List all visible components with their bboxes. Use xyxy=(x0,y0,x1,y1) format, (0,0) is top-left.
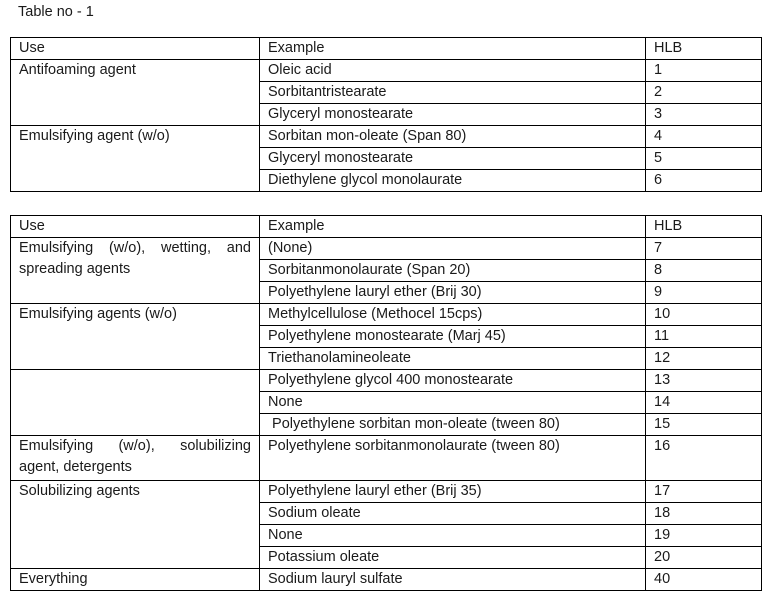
hlb-cell: 10 xyxy=(646,304,762,326)
table-row xyxy=(11,569,762,591)
hlb-table-1 xyxy=(10,37,762,192)
hlb-cell: 2 xyxy=(646,82,762,104)
table-row xyxy=(11,126,762,148)
hlb-table-2 xyxy=(10,215,762,591)
example-cell: Methylcellulose (Methocel 15cps) xyxy=(260,304,646,326)
hlb-cell: 3 xyxy=(646,104,762,126)
header-hlb: HLB xyxy=(646,38,762,60)
example-cell: Polyethylene glycol 400 monostearate xyxy=(260,370,646,392)
use-cell: Emulsifying (w/o), solubilizing agent, detergents xyxy=(11,436,260,481)
hlb-cell: 7 xyxy=(646,238,762,260)
example-cell: Oleic acid xyxy=(260,60,646,82)
table-row xyxy=(11,370,762,392)
use-cell: Emulsifying agent (w/o) xyxy=(11,126,260,192)
example-cell: Polyethylene monostearate (Marj 45) xyxy=(260,326,646,348)
example-cell: Sodium lauryl sulfate xyxy=(260,569,646,591)
header-example: Example xyxy=(260,216,646,238)
hlb-cell: 11 xyxy=(646,326,762,348)
example-cell: None xyxy=(260,525,646,547)
example-cell: Polyethylene lauryl ether (Brij 35) xyxy=(260,481,646,503)
example-cell: Sorbitanmonolaurate (Span 20) xyxy=(260,260,646,282)
example-cell: Glyceryl monostearate xyxy=(260,104,646,126)
header-row xyxy=(11,38,762,60)
table-row xyxy=(11,304,762,326)
example-cell: Triethanolamineoleate xyxy=(260,348,646,370)
example-cell: Polyethylene lauryl ether (Brij 30) xyxy=(260,282,646,304)
table-row xyxy=(11,238,762,260)
example-cell: Diethylene glycol monolaurate xyxy=(260,170,646,192)
use-cell: Emulsifying agents (w/o) xyxy=(11,304,260,370)
hlb-cell: 14 xyxy=(646,392,762,414)
example-cell: Potassium oleate xyxy=(260,547,646,569)
use-cell: Solubilizing agents xyxy=(11,481,260,569)
example-cell: Glyceryl monostearate xyxy=(260,148,646,170)
header-example: Example xyxy=(260,38,646,60)
hlb-cell: 9 xyxy=(646,282,762,304)
example-cell: Polyethylene sorbitan mon-oleate (tween 80) xyxy=(260,414,646,436)
use-cell: Emulsifying (w/o), wetting, and spreading agents xyxy=(11,238,260,304)
hlb-cell: 16 xyxy=(646,436,762,481)
hlb-cell: 18 xyxy=(646,503,762,525)
header-use: Use xyxy=(11,216,260,238)
example-cell: Polyethylene sorbitanmonolaurate (tween 80) xyxy=(260,436,646,481)
table-row xyxy=(11,60,762,82)
hlb-cell: 20 xyxy=(646,547,762,569)
table-row xyxy=(11,436,762,481)
hlb-cell: 17 xyxy=(646,481,762,503)
example-cell: Sorbitantristearate xyxy=(260,82,646,104)
header-row xyxy=(11,216,762,238)
use-cell: Everything xyxy=(11,569,260,591)
table-row xyxy=(11,481,762,503)
hlb-cell: 8 xyxy=(646,260,762,282)
hlb-cell: 15 xyxy=(646,414,762,436)
table-caption: Table no - 1 xyxy=(18,4,94,20)
example-cell: None xyxy=(260,392,646,414)
example-cell: Sodium oleate xyxy=(260,503,646,525)
example-cell: Sorbitan mon-oleate (Span 80) xyxy=(260,126,646,148)
hlb-cell: 13 xyxy=(646,370,762,392)
use-cell xyxy=(11,370,260,436)
use-cell: Antifoaming agent xyxy=(11,60,260,126)
hlb-cell: 40 xyxy=(646,569,762,591)
example-cell: (None) xyxy=(260,238,646,260)
hlb-cell: 5 xyxy=(646,148,762,170)
hlb-cell: 19 xyxy=(646,525,762,547)
hlb-cell: 1 xyxy=(646,60,762,82)
hlb-cell: 6 xyxy=(646,170,762,192)
hlb-cell: 4 xyxy=(646,126,762,148)
header-use: Use xyxy=(11,38,260,60)
header-hlb: HLB xyxy=(646,216,762,238)
hlb-cell: 12 xyxy=(646,348,762,370)
